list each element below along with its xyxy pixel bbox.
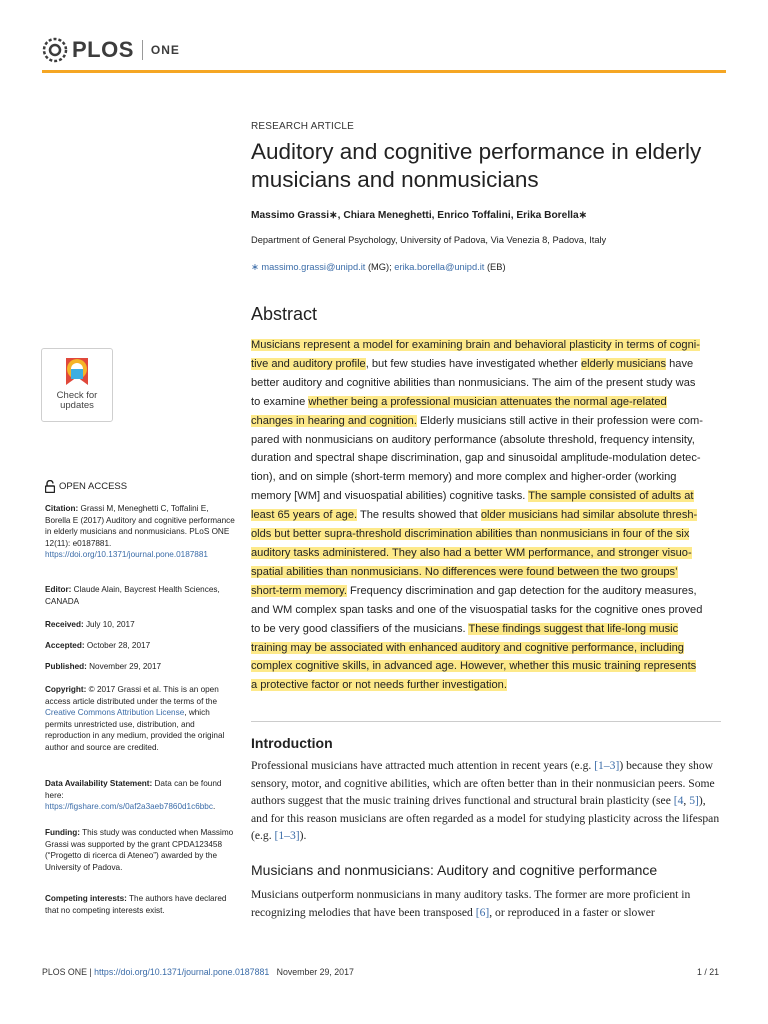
- abstract-text: duration and spectral shape discrimination, gap and sinusoidal amplitude-modulation detec-: [251, 452, 701, 465]
- article-title: Auditory and cognitive performance in elderly musicians and nonmusicians: [251, 139, 702, 192]
- accepted-date: October 28, 2017: [84, 641, 151, 650]
- ref-link[interactable]: [1–3]: [274, 829, 300, 843]
- abstract-line: [251, 620, 721, 639]
- license-link[interactable]: Creative Commons Attribution License: [45, 708, 185, 718]
- data-availability-block: [45, 778, 235, 813]
- competing-interests-label: Competing interests:: [45, 894, 127, 903]
- highlighted-text: short-term memory.: [251, 584, 347, 597]
- abstract-line: [251, 374, 721, 393]
- open-lock-icon: [45, 480, 55, 493]
- intro-text-3: ,: [683, 794, 690, 808]
- funding-block: [45, 827, 235, 873]
- abstract-text: tion), and on simple (short-term memory) and more complex and higher-order (working: [251, 471, 677, 484]
- abstract-text: to examine: [251, 395, 309, 408]
- intro-text-5: ).: [299, 829, 307, 843]
- page-footer: [42, 967, 354, 977]
- correspondence: [251, 262, 506, 273]
- abstract-text: Elderly musicians still active in their profession were com-: [416, 414, 703, 427]
- figshare-link[interactable]: https://figshare.com/s/0af2a3aeb7860d1c6bbc: [45, 802, 213, 812]
- abstract-line: [251, 487, 721, 506]
- intro-text-4: ), and for this reason musicians are often regarded as a model for studying plasticity across the lifespan (e.g.: [251, 794, 720, 843]
- abstract-heading: Abstract: [251, 304, 318, 324]
- copyright-text-end: , which permits unrestricted use, distribution, and reproduction in any medium, provided the original author and source are credited.: [45, 708, 225, 752]
- citation-text: Grassi M, Meneghetti C, Toffalini E, Borella E (2017) Auditory and cognitive performance in elderly musicians and nonmusicians. PLoS ONE 12(11): e0187881.: [45, 504, 235, 548]
- highlighted-text: tive and auditory profile: [251, 357, 366, 370]
- highlighted-text: Musicians represent a model for examining brain and behavioral plasticity in terms of cogni-: [251, 339, 700, 351]
- data-availability-text: Data can be found here:: [45, 779, 222, 800]
- abstract-text: better auditory and cognitive abilities than nonmusicians. The aim of the present study was: [251, 376, 696, 389]
- abstract-line: [251, 563, 721, 582]
- abstract-line: [251, 393, 721, 412]
- header-accent-bar: [42, 70, 726, 73]
- email-link-grassi[interactable]: massimo.grassi@unipd.it: [261, 262, 366, 272]
- abstract-text: Frequency discrimination and gap detection for the auditory measures,: [346, 584, 697, 597]
- copyright-block: [45, 684, 235, 754]
- abstract-line: [251, 582, 721, 601]
- published-block: [45, 661, 235, 673]
- check-for-updates-badge[interactable]: [41, 348, 113, 422]
- email-tag-eb: (EB): [484, 262, 506, 272]
- highlighted-text: elderly musicians: [580, 357, 667, 370]
- copyright-label: Copyright:: [45, 685, 87, 694]
- abstract-text: , but few studies have investigated whether: [365, 357, 581, 370]
- logo-divider: [142, 40, 143, 60]
- bookmark-icon: [63, 355, 91, 387]
- citation-doi-link[interactable]: https://doi.org/10.1371/journal.pone.0187881: [45, 550, 208, 560]
- abstract-body: [251, 336, 721, 695]
- brand-name: PLOS: [72, 37, 134, 62]
- intro-text-2: ) because they show sensory, motor, and cognitive abilities, which are often better than in their nonmusician peers. Some authors suggest that the music training drives functional and structural brain plasticity (see: [251, 759, 715, 808]
- introduction-heading: Introduction: [251, 735, 333, 751]
- highlighted-text: These findings suggest that life-long music: [468, 622, 679, 635]
- abstract-line: [251, 639, 721, 658]
- open-access-label: OPEN ACCESS: [59, 481, 128, 492]
- abstract-text: and WM complex span tasks and one of the visuospatial tasks for the cognitive ones proved: [251, 603, 703, 616]
- ref-link[interactable]: [4: [673, 794, 684, 808]
- open-access-badge: [45, 480, 127, 493]
- article-type: RESEARCH ARTICLE: [251, 121, 355, 132]
- check-for-updates-label: [42, 391, 112, 411]
- highlighted-text: olds but better supra-threshold discrimination abilities than nonmusicians in four of the six: [251, 528, 690, 541]
- published-date: November 29, 2017: [86, 662, 162, 671]
- data-availability-end: .: [212, 802, 216, 812]
- highlighted-text: a protective factor or not needs further investigation.: [251, 679, 507, 692]
- accepted-label: Accepted:: [45, 641, 85, 650]
- email-tag-mg: (MG);: [365, 262, 395, 272]
- sub-text-2: , or reproduced in a faster or slower: [489, 905, 655, 919]
- affiliation: Department of General Psychology, University of Padova, Via Venezia 8, Padova, Italy: [251, 235, 607, 245]
- abstract-text: pared with nonmusicians on auditory performance (absolute threshold, frequency intensity,: [251, 433, 695, 446]
- abstract-text: to be very good classifiers of the musicians.: [251, 622, 469, 635]
- abstract-line: [251, 412, 721, 431]
- email-star: ∗: [251, 262, 262, 272]
- ref-link[interactable]: [1–3]: [594, 759, 620, 772]
- abstract-line: [251, 544, 721, 563]
- author-list: Massimo Grassi∗, Chiara Meneghetti, Enrico Toffalini, Erika Borella∗: [251, 210, 588, 221]
- abstract-line: [251, 431, 721, 450]
- sub-text-1: Musicians outperform nonmusicians in many auditory tasks. The former are more proficient in recognizing melodies that have been transposed: [251, 888, 691, 919]
- competing-interests-block: [45, 893, 235, 916]
- editor-label: Editor:: [45, 585, 72, 594]
- ref-link[interactable]: [6]: [475, 905, 490, 919]
- check-line: updates: [60, 400, 94, 411]
- citation-block: [45, 503, 235, 561]
- highlighted-text: auditory tasks administered. They also had a better WM performance, and stronger visuo-: [251, 546, 692, 559]
- highlighted-text: The sample consisted of adults at: [528, 490, 694, 503]
- highlighted-text: least 65 years of age.: [251, 509, 358, 522]
- data-availability-label: Data Availability Statement:: [45, 779, 153, 788]
- funding-label: Funding:: [45, 828, 81, 837]
- email-link-borella[interactable]: erika.borella@unipd.it: [394, 262, 485, 272]
- editor-block: [45, 584, 235, 607]
- abstract-line: [251, 525, 721, 544]
- highlighted-text: whether being a professional musician attenuates the normal age-related: [308, 395, 667, 408]
- citation-label: Citation:: [45, 504, 79, 513]
- abstract-text: The results showed that: [357, 509, 481, 522]
- highlighted-text: complex cognitive skills, in advanced age. However, whether this music training represents: [251, 660, 697, 673]
- abstract-line: [251, 449, 721, 468]
- introduction-paragraph: [251, 757, 721, 845]
- abstract-line: [251, 657, 721, 676]
- accepted-block: [45, 640, 235, 652]
- ref-link[interactable]: 5]: [689, 794, 699, 808]
- footer-date: November 29, 2017: [269, 967, 354, 977]
- abstract-line: [251, 676, 721, 695]
- abstract-line: [251, 336, 721, 355]
- abstract-line: [251, 355, 721, 374]
- editor-text: Claude Alain, Baycrest Health Sciences, CANADA: [45, 585, 220, 606]
- abstract-text: have: [666, 357, 694, 370]
- page-number: 1 / 21: [697, 967, 720, 977]
- published-label: Published:: [45, 662, 87, 671]
- highlighted-text: changes in hearing and cognition.: [251, 414, 417, 427]
- plos-logo[interactable]: [42, 34, 180, 66]
- abstract-line: [251, 601, 721, 620]
- subsection-paragraph: [251, 886, 721, 921]
- received-label: Received:: [45, 620, 84, 629]
- abstract-line: [251, 468, 721, 487]
- check-line: Check for: [56, 390, 98, 401]
- intro-text-1: Professional musicians have attracted much attention in recent years (e.g.: [251, 759, 595, 772]
- footer-doi-link[interactable]: https://doi.org/10.1371/journal.pone.0187881: [94, 967, 270, 977]
- highlighted-text: spatial abilities than nonmusicians. No differences were found between the two groups’: [251, 565, 678, 578]
- plos-logo-icon: [42, 37, 68, 63]
- subsection-heading: Musicians and nonmusicians: Auditory and cognitive performance: [251, 862, 658, 878]
- received-date: July 10, 2017: [83, 620, 135, 629]
- journal-name: ONE: [150, 43, 180, 57]
- section-divider: [251, 721, 721, 722]
- received-block: [45, 619, 235, 631]
- copyright-text: © 2017 Grassi et al. This is an open access article distributed under the terms of the: [45, 685, 219, 706]
- funding-text: This study was conducted when Massimo Grassi was supported by the grant CPDA123458 (“Progetto di ricerca di Ateneo”) awarded by the University of Padova.: [45, 828, 234, 872]
- highlighted-text: training may be associated with enhanced auditory and cognitive performance, including: [251, 641, 684, 654]
- footer-journal: PLOS ONE |: [42, 967, 95, 977]
- highlighted-text: older musicians had similar absolute thresh-: [480, 509, 698, 522]
- abstract-text: memory [WM] and visuospatial abilities) cognitive tasks.: [251, 490, 529, 503]
- competing-interests-text: The authors have declared that no competing interests exist.: [45, 894, 227, 915]
- abstract-line: [251, 506, 721, 525]
